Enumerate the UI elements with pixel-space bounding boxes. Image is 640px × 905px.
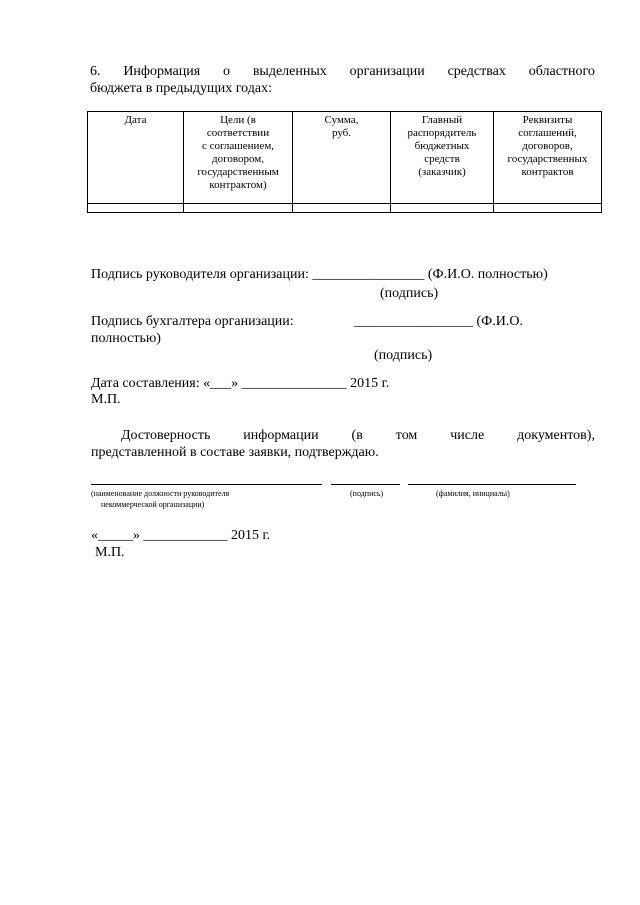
stamp-label: М.П. (91, 392, 121, 407)
section-word: областного (528, 64, 595, 79)
table-row (88, 204, 602, 213)
confirmation-line1 (121, 427, 595, 444)
section-heading-line1 (90, 63, 595, 80)
table-cell[interactable] (88, 204, 184, 213)
table-cell[interactable] (494, 204, 602, 213)
section-word: о (223, 64, 230, 79)
header-requisites: Реквизиты соглашений, договоров, государственных контрактов (494, 112, 602, 204)
confirm-word: информации (243, 428, 319, 443)
confirm-word: числе (450, 428, 485, 443)
position-caption: (наименование должности руководителя (91, 489, 230, 498)
accountant-signature-line2: полностью) (91, 331, 161, 346)
info-table (87, 111, 602, 213)
header-date: Дата (88, 112, 184, 204)
accountant-signature-label: Подпись бухгалтера организации: (91, 314, 294, 329)
section-word: выделенных (252, 64, 327, 79)
head-signature-caption: (подпись) (380, 286, 439, 301)
date-of-compilation: Дата составления: «___» _______________ 2015 г. (91, 376, 390, 391)
table-cell[interactable] (293, 204, 391, 213)
confirm-word: том (395, 428, 418, 443)
confirm-word: Достоверность (121, 428, 211, 443)
section-word: средствах (447, 64, 506, 79)
position-caption-line2: некоммерческой организации) (101, 500, 205, 509)
section-word: 6. (90, 64, 101, 79)
header-distributor: Главный распорядитель бюджетных средств (заказчик) (391, 112, 494, 204)
accountant-signature-field: _________________ (Ф.И.О. (354, 314, 523, 329)
position-signature-line[interactable] (91, 484, 322, 485)
section-heading-line2: бюджета в предыдущих годах: (90, 81, 272, 96)
confirm-word: (в (351, 428, 363, 443)
signature-line[interactable] (331, 484, 400, 485)
head-signature-line: Подпись руководителя организации: ________________ (Ф.И.О. полностью) (91, 267, 548, 282)
accountant-signature-caption: (подпись) (374, 348, 433, 363)
name-caption: (фамилия, инициалы) (436, 489, 510, 498)
confirm-word: документов), (517, 428, 595, 443)
table-cell[interactable] (391, 204, 494, 213)
final-stamp-label: М.П. (95, 545, 125, 560)
table-header-row (88, 112, 602, 204)
name-signature-line[interactable] (408, 484, 576, 485)
signature-caption: (подпись) (350, 489, 384, 498)
confirmation-line2: представленной в составе заявки, подтверждаю. (91, 445, 379, 460)
table-cell[interactable] (184, 204, 293, 213)
header-amount: Сумма, руб. (293, 112, 391, 204)
header-goals: Цели (в соответствии с соглашением, договором, государственным контрактом) (184, 112, 293, 204)
section-word: организации (349, 64, 425, 79)
section-word: Информация (123, 64, 201, 79)
final-date-line: «_____» ____________ 2015 г. (91, 528, 271, 543)
